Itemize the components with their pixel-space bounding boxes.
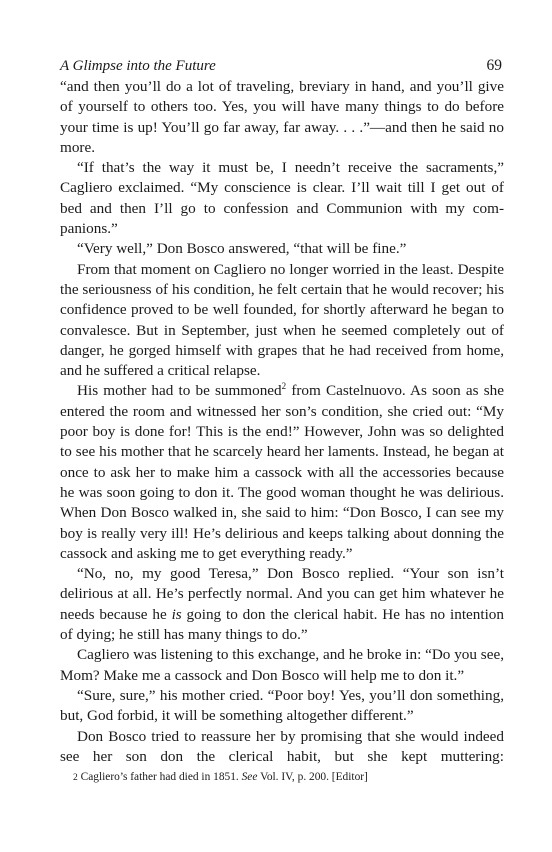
paragraph: “If that’s the way it must be, I needn’t receive the sacraments,” Cagliero exclaimed. “My conscience is clear. I’ll wait till I get out of bed and then I’ll go to confession and Communion with my companions.” — [60, 159, 504, 238]
paragraph-text: His mother had to be summoned — [77, 382, 282, 400]
book-page — [60, 56, 504, 786]
paragraph — [60, 381, 504, 564]
paragraph-text: going to don the clerical habit. He has no intention of dying; he still has many things to do.” — [60, 605, 504, 644]
paragraph: “and then you’ll do a lot of traveling, breviary in hand, and you’ll give of yourself to others too. Yes, you will have many things to do before your time is up! You’ll go far away, far away. . . .”—and then he said no more. — [60, 78, 504, 156]
paragraph: “Sure, sure,” his mother cried. “Poor boy! Yes, you’ll don something, but, God forbid, it will be something altogether different.” — [60, 686, 504, 725]
running-head — [60, 56, 504, 76]
body-text — [60, 77, 504, 767]
footnote-text: Cagliero’s father had died in 1851. — [77, 771, 242, 784]
paragraph: Cagliero was listening to this exchange, and he broke in: “Do you see, Mom? Make me a cassock and Don Bosco will help me to don it.” — [60, 646, 504, 684]
paragraph-text: from Castelnuovo. As soon as she entered the room and witnessed her son’s condition, she cried out: “My poor boy is done for! This is the end!” However, John was so delighted to see his mother that he scarcely heard her laments. Instead, he began at once to ask her to make him a cassock with all the accessories because he was soon going to don it. The good woman thought he was delirious. When Don Bosco walked in, she said to him: “Don Bosco, I can see my boy is really very ill! He’s delirious and keeps talking about donning the cassock and asking me to get everything ready.” — [60, 382, 504, 562]
footnote-reference: 2 — [281, 381, 287, 392]
emphasis: is — [171, 605, 182, 623]
page-number: 69 — [486, 57, 502, 74]
paragraph: From that moment on Cagliero no longer worried in the least. Despite the seriousness of his condition, he felt certain that he would recover; his confidence proved to be well founded, for shortly afterward he began to convalesce. But in September, just when he seemed completely out of danger, he gorged himself with grapes that he had received from home, and he suffered a critical relapse. — [60, 260, 504, 380]
chapter-title: A Glimpse into the Future — [60, 58, 216, 74]
footnote-emphasis: See — [241, 771, 258, 784]
footnote — [60, 769, 504, 786]
footnote-text: Vol. IV, p. 200. [Editor] — [257, 771, 368, 784]
paragraph-text: “No, no, my good Teresa,” Don Bosco replied. “Your son isn’t delirious at all. He’s perfectly normal. And you can get him whatever he needs because he — [60, 565, 504, 623]
paragraph: “Very well,” Don Bosco answered, “that will be fine.” — [77, 240, 407, 258]
footnote-number: 2 — [73, 773, 78, 784]
paragraph: Don Bosco tried to reassure her by promising that she would indeed see her son don the clerical habit, but she kept muttering: — [60, 727, 504, 765]
paragraph — [60, 564, 504, 645]
